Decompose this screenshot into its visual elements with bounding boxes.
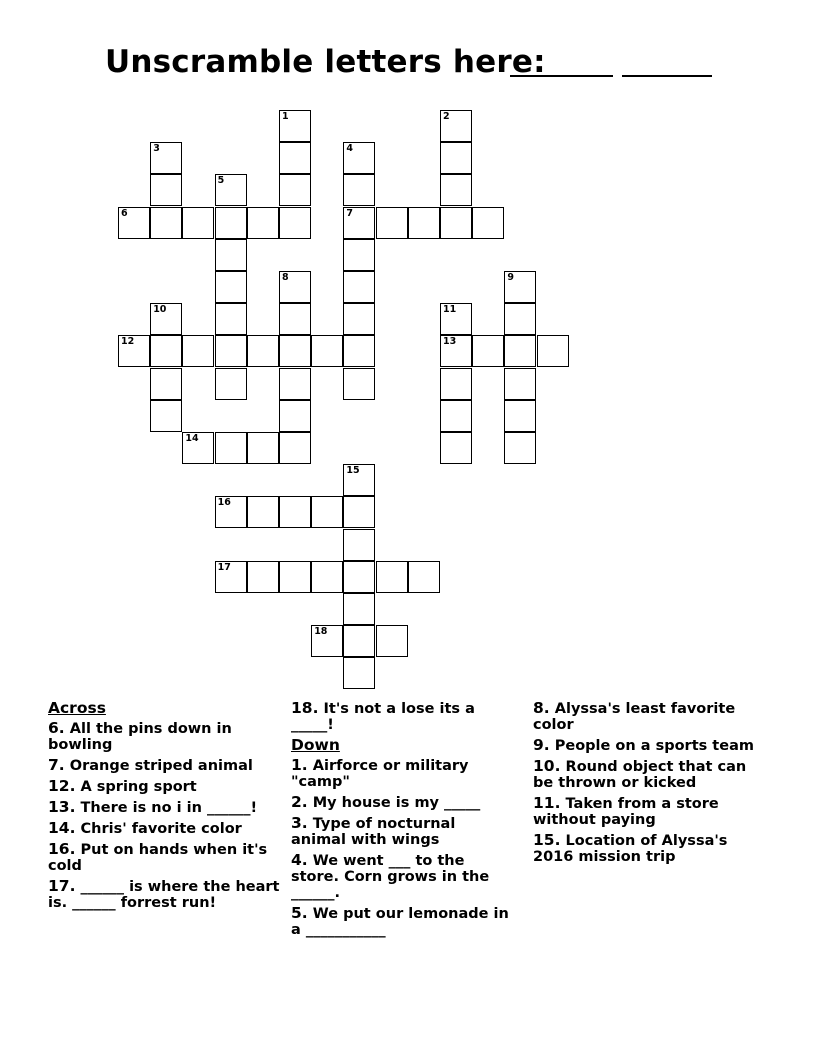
clues-column-1 (48, 700, 288, 915)
clue-number: 15. (533, 831, 561, 849)
clue-number: 14. (48, 819, 76, 837)
crossword-cell[interactable] (150, 400, 182, 432)
crossword-cell[interactable] (376, 561, 408, 593)
clues-column-3 (533, 700, 763, 869)
clue-18 (291, 700, 513, 733)
crossword-cell[interactable] (504, 271, 536, 303)
clue-text: My house is my _____ (312, 795, 481, 811)
crossword-cell[interactable] (343, 464, 375, 496)
crossword-cell[interactable] (408, 207, 440, 239)
crossword-cell[interactable] (343, 529, 375, 561)
crossword-cell[interactable] (279, 400, 311, 432)
crossword-cell[interactable] (311, 496, 343, 528)
cell-number: 5 (217, 175, 225, 187)
clue-text: Orange striped animal (69, 758, 253, 774)
clue-text: A spring sport (80, 779, 197, 795)
cell-number: 1 (282, 111, 289, 122)
cell-number: 12 (121, 336, 135, 348)
crossword-cell[interactable] (247, 561, 279, 593)
crossword-cell[interactable] (150, 368, 182, 400)
crossword-cell[interactable] (408, 561, 440, 593)
crossword-cell[interactable] (279, 110, 311, 142)
clue-text: It's not a lose its a _____! (291, 701, 475, 733)
clue-number: 11. (533, 794, 561, 812)
crossword-cell[interactable] (472, 335, 504, 367)
crossword-cell[interactable] (279, 142, 311, 174)
clue-text: Put on hands when it's cold (48, 842, 268, 874)
crossword-cell[interactable] (215, 271, 247, 303)
clue-number: 13. (48, 798, 76, 816)
crossword-cell[interactable] (279, 303, 311, 335)
crossword-cell[interactable] (311, 335, 343, 367)
crossword-cell[interactable] (215, 368, 247, 400)
down-heading: Down (291, 736, 340, 754)
clue-number: 1. (291, 756, 308, 774)
crossword-cell[interactable] (343, 271, 375, 303)
crossword-cell[interactable] (343, 335, 375, 367)
clue-item (533, 758, 763, 791)
clue-item (533, 795, 763, 828)
crossword-cell[interactable] (150, 174, 182, 206)
clue-text: Taken from a store without paying (533, 796, 719, 828)
clue-text: Round object that can be thrown or kicked (533, 759, 747, 791)
crossword-cell[interactable] (247, 335, 279, 367)
down-clue-list (291, 757, 513, 938)
crossword-cell[interactable] (247, 432, 279, 464)
crossword-cell[interactable] (279, 271, 311, 303)
clue-number: 7. (48, 756, 65, 774)
crossword-cell[interactable] (215, 239, 247, 271)
clue-text: ______ is where the heart is. ______ forrest run! (48, 879, 280, 911)
clue-item (48, 720, 288, 753)
crossword-cell[interactable] (376, 625, 408, 657)
clue-number: 8. (533, 699, 550, 717)
crossword-cell[interactable] (215, 432, 247, 464)
clue-text: We went ___ to the store. Corn grows in the ______. (291, 853, 490, 901)
clue-number: 4. (291, 851, 308, 869)
clue-number: 2. (291, 793, 308, 811)
clue-item (48, 841, 288, 874)
crossword-cell[interactable] (215, 207, 247, 239)
crossword-cell[interactable] (440, 368, 472, 400)
clue-text: People on a sports team (554, 738, 754, 754)
clue-number: 5. (291, 904, 308, 922)
clue-item (48, 799, 288, 816)
crossword-cell[interactable] (279, 335, 311, 367)
crossword-cell[interactable] (343, 657, 375, 689)
clue-item (291, 757, 513, 790)
crossword-cell[interactable] (279, 496, 311, 528)
crossword-cell[interactable] (118, 335, 150, 367)
cell-number: 14 (185, 433, 199, 444)
crossword-cell[interactable] (215, 496, 247, 528)
clue-item (533, 832, 763, 865)
crossword-cell[interactable] (440, 400, 472, 432)
crossword-cell[interactable] (311, 561, 343, 593)
clue-item (533, 700, 763, 733)
clue-number: 16. (48, 840, 76, 858)
crossword-cell[interactable] (440, 110, 472, 142)
crossword-cell[interactable] (150, 335, 182, 367)
clue-item (291, 852, 513, 901)
clue-number: 9. (533, 736, 550, 754)
crossword-cell[interactable] (343, 303, 375, 335)
crossword-cell[interactable] (440, 142, 472, 174)
clue-item (291, 905, 513, 938)
crossword-cell[interactable] (279, 368, 311, 400)
cell-number: 4 (346, 143, 354, 155)
clue-text: Type of nocturnal animal with wings (291, 816, 456, 848)
crossword-cell[interactable] (247, 496, 279, 528)
crossword-cell[interactable] (279, 174, 311, 206)
clue-number: 10. (533, 757, 561, 775)
crossword-cell[interactable] (440, 174, 472, 206)
crossword-cell[interactable] (279, 432, 311, 464)
clue-item (533, 737, 763, 754)
clue-number: 18. (291, 699, 319, 717)
cell-number: 15 (346, 465, 360, 477)
crossword-cell[interactable] (343, 142, 375, 174)
clue-text: Alyssa's least favorite color (533, 701, 736, 733)
crossword-cell[interactable] (215, 174, 247, 206)
cell-number: 16 (217, 497, 231, 509)
clues-column-2 (291, 700, 513, 942)
crossword-cell[interactable] (150, 142, 182, 174)
cell-number: 17 (217, 561, 231, 573)
clue-text: All the pins down in bowling (48, 721, 232, 753)
cell-number: 3 (153, 143, 160, 155)
crossword-cell[interactable] (504, 432, 536, 464)
crossword-cell[interactable] (118, 207, 150, 239)
clue-text: Chris' favorite color (80, 821, 242, 837)
cell-number: 11 (443, 304, 457, 316)
cell-number: 7 (346, 207, 354, 219)
cell-number: 2 (443, 111, 450, 122)
crossword-cell[interactable] (504, 335, 536, 367)
crossword-cell[interactable] (182, 432, 214, 464)
clue-number: 12. (48, 777, 76, 795)
crossword-cell[interactable] (215, 561, 247, 593)
crossword-cell[interactable] (182, 335, 214, 367)
crossword-cell[interactable] (343, 368, 375, 400)
clue-number: 6. (48, 719, 65, 737)
crossword-cell[interactable] (182, 207, 214, 239)
crossword-cell[interactable] (343, 239, 375, 271)
crossword-cell[interactable] (376, 207, 408, 239)
clue-item (48, 757, 288, 774)
down-clue-list-continued (533, 700, 763, 865)
crossword-cell[interactable] (215, 335, 247, 367)
crossword-cell[interactable] (215, 303, 247, 335)
clue-number: 3. (291, 814, 308, 832)
crossword-cell[interactable] (343, 207, 375, 239)
crossword-cell[interactable] (504, 400, 536, 432)
crossword-cell[interactable] (440, 335, 472, 367)
crossword-cell[interactable] (343, 561, 375, 593)
page-title: Unscramble letters here: (105, 44, 546, 80)
clue-text: Airforce or military "camp" (291, 758, 469, 790)
crossword-cell[interactable] (440, 207, 472, 239)
clue-text: We put our lemonade in a ___________ (291, 906, 509, 938)
crossword-cell[interactable] (440, 432, 472, 464)
clue-item (48, 820, 288, 837)
crossword-cell[interactable] (279, 207, 311, 239)
cell-number: 9 (507, 272, 515, 283)
crossword-cell[interactable] (279, 561, 311, 593)
clue-item (48, 878, 288, 911)
crossword-cell[interactable] (150, 303, 182, 335)
crossword-cell[interactable] (537, 335, 569, 367)
clue-text: There is no i in ______! (80, 800, 258, 816)
crossword-cell[interactable] (440, 303, 472, 335)
cell-number: 13 (443, 336, 457, 348)
clue-text: Location of Alyssa's 2016 mission trip (533, 833, 728, 865)
cell-number: 8 (282, 272, 289, 283)
crossword-cell[interactable] (343, 174, 375, 206)
crossword-cell[interactable] (343, 593, 375, 625)
cell-number: 6 (121, 207, 128, 219)
crossword-cell[interactable] (343, 496, 375, 528)
crossword-cell[interactable] (311, 625, 343, 657)
crossword-cell[interactable] (504, 303, 536, 335)
across-heading: Across (48, 699, 106, 717)
cell-number: 18 (314, 626, 328, 638)
crossword-cell[interactable] (150, 207, 182, 239)
crossword-cell[interactable] (343, 625, 375, 657)
crossword-cell[interactable] (247, 207, 279, 239)
crossword-cell[interactable] (472, 207, 504, 239)
clue-item (48, 778, 288, 795)
clue-number: 17. (48, 877, 76, 895)
cell-number: 10 (153, 304, 167, 316)
clue-item (291, 815, 513, 848)
clue-item (291, 794, 513, 811)
across-clue-list (48, 720, 288, 911)
crossword-cell[interactable] (504, 368, 536, 400)
